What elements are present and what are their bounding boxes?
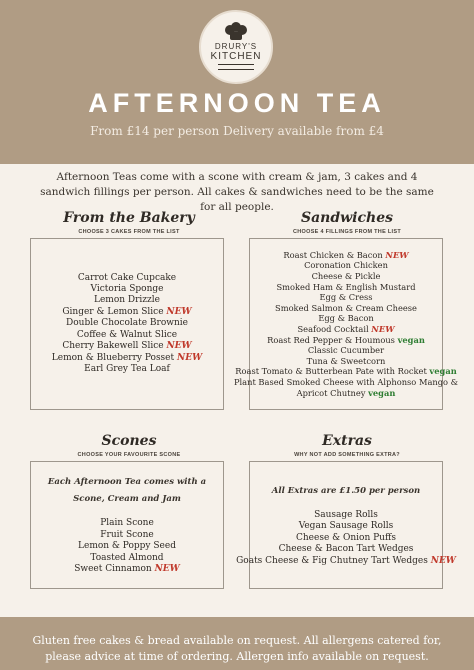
vegan-badge: vegan xyxy=(397,334,425,345)
extras-title: Extras xyxy=(322,433,372,449)
item-name: Sausage Rolls xyxy=(314,509,378,520)
list-item xyxy=(78,541,176,552)
price-subtitle: From £14 per person Delivery available from £4 xyxy=(90,124,384,138)
list-item xyxy=(100,518,154,529)
list-item xyxy=(297,324,394,335)
logo-rule xyxy=(218,64,254,70)
item-name: Smoked Salmon & Cream Cheese xyxy=(275,302,417,313)
item-name: Plant Based Smoked Cheese with Alphonso Mango & xyxy=(233,376,459,387)
vegan-badge: vegan xyxy=(368,387,396,398)
new-badge: NEW xyxy=(166,341,192,352)
list-item xyxy=(90,553,163,564)
list-item xyxy=(94,295,160,306)
list-item xyxy=(279,544,414,555)
page-title: AFTERNOON TEA xyxy=(88,88,386,118)
item-name: Apricot Chutney xyxy=(296,387,369,398)
scones-title: Scones xyxy=(101,433,157,449)
item-name: Coronation Chicken xyxy=(304,260,388,271)
list-item xyxy=(283,250,408,261)
sandwiches-title: Sandwiches xyxy=(300,210,393,226)
list-item xyxy=(62,341,191,352)
list-item xyxy=(234,377,458,388)
item-name: Sweet Cinnamon xyxy=(74,564,155,575)
scones-list xyxy=(30,461,224,589)
item-name: Plain Scone xyxy=(100,518,154,529)
item-name: Cheese & Onion Puffs xyxy=(295,532,396,543)
list-item xyxy=(100,530,153,541)
sandwiches-note: CHOOSE 4 FILLINGS FROM THE LIST xyxy=(293,229,401,235)
item-name: Double Chocolate Brownie xyxy=(66,318,188,329)
item-name: Toasted Almond xyxy=(90,552,164,563)
drurys-kitchen-logo xyxy=(199,10,273,84)
list-item xyxy=(312,271,381,282)
list-item xyxy=(74,564,180,575)
list-item xyxy=(78,273,176,284)
scones-note: CHOOSE YOUR FAVOURITE SCONE xyxy=(77,452,181,458)
list-item xyxy=(77,330,177,341)
item-name: Earl Grey Tea Loaf xyxy=(84,363,170,374)
list-item xyxy=(91,284,164,295)
extras-lead: All Extras are £1.50 per person xyxy=(271,485,421,496)
footer-text: Gluten free cakes & bread available on request. All allergens catered for, please advice at time of ordering. Allergen info available on request. xyxy=(32,634,442,663)
new-badge: NEW xyxy=(385,249,409,260)
list-item xyxy=(235,366,456,377)
bakery-title: From the Bakery xyxy=(63,210,195,226)
new-badge: NEW xyxy=(154,564,180,575)
item-name: Goats Cheese & Fig Chutney Tart Wedges xyxy=(236,555,431,566)
item-name: Roast Tomato & Butterbean Pate with Rocket xyxy=(235,366,430,377)
item-name: Cheese & Pickle xyxy=(311,271,381,282)
extras-list xyxy=(236,461,456,589)
item-name: Roast Red Pepper & Houmous xyxy=(267,334,398,345)
item-name: Cherry Bakewell Slice xyxy=(62,341,167,352)
list-item xyxy=(236,556,456,567)
list-item xyxy=(299,521,394,532)
item-name: Tuna & Sweetcorn xyxy=(306,355,386,366)
list-item xyxy=(84,364,170,375)
list-item xyxy=(296,533,396,544)
new-badge: NEW xyxy=(430,555,456,566)
list-item xyxy=(62,307,191,318)
list-item xyxy=(66,318,188,329)
item-name: Lemon & Poppy Seed xyxy=(78,541,176,552)
item-name: Ginger & Lemon Slice xyxy=(62,306,167,317)
logo-text-drurys: DRURY'S xyxy=(214,41,258,51)
list-item xyxy=(304,260,388,271)
list-item xyxy=(276,282,415,293)
item-name: Victoria Sponge xyxy=(90,284,164,295)
sandwiches-list xyxy=(233,238,459,410)
list-item xyxy=(267,335,425,346)
item-name: Carrot Cake Cupcake xyxy=(77,272,177,283)
list-item xyxy=(319,292,372,303)
item-name: Egg & Cress xyxy=(319,292,373,303)
vegan-badge: vegan xyxy=(429,366,457,377)
list-item xyxy=(297,388,396,399)
bakery-note: CHOOSE 3 CAKES FROM THE LIST xyxy=(78,229,180,235)
item-name: Roast Chicken & Bacon xyxy=(283,249,386,260)
item-name: Seafood Cocktail xyxy=(297,324,372,334)
list-item xyxy=(318,313,373,324)
extras-note: WHY NOT ADD SOMETHING EXTRA? xyxy=(294,452,400,458)
item-name: Egg & Bacon xyxy=(318,313,374,324)
item-name: Fruit Scone xyxy=(100,529,154,540)
item-name: Smoked Ham & English Mustard xyxy=(276,281,416,292)
list-item xyxy=(275,303,417,314)
intro-text: Afternoon Teas come with a scone with cream & jam, 3 cakes and 4 sandwich fillings per person. All cakes & sandwiches need to be the same for all people. xyxy=(40,171,434,213)
new-badge: NEW xyxy=(176,352,203,363)
item-name: Lemon & Blueberry Posset xyxy=(51,352,177,363)
list-item xyxy=(314,510,378,521)
item-name: Classic Cucumber xyxy=(307,345,385,356)
item-name: Lemon Drizzle xyxy=(94,295,160,306)
list-item xyxy=(52,353,202,364)
item-name: Vegan Sausage Rolls xyxy=(298,521,394,532)
item-name: Coffee & Walnut Slice xyxy=(76,329,178,340)
list-item xyxy=(307,356,386,367)
new-badge: NEW xyxy=(166,306,192,317)
bakery-list xyxy=(30,238,224,410)
item-name: Cheese & Bacon Tart Wedges xyxy=(278,544,414,555)
list-item xyxy=(308,345,384,356)
logo-text-kitchen: KITCHEN xyxy=(210,50,262,62)
chef-hat-icon xyxy=(225,25,247,41)
new-badge: NEW xyxy=(371,324,395,334)
scones-lead: Each Afternoon Tea comes with a Scone, Cream and Jam xyxy=(47,477,207,505)
